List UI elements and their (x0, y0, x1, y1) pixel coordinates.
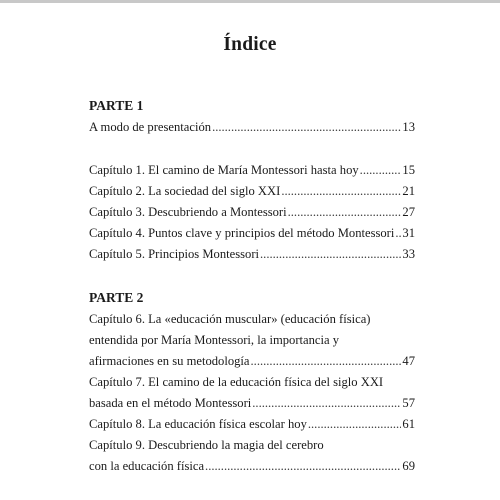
toc-entry-chapter-7[interactable] (89, 396, 415, 416)
toc-entry-text: Capítulo 1. El camino de María Montessori hasta hoy (89, 163, 359, 177)
toc-entry-text: Capítulo 4. Puntos clave y principios del método Montessori (89, 226, 395, 240)
toc-entry-chapter-4[interactable] (89, 226, 415, 246)
toc-page-number: 69 (402, 459, 415, 473)
toc-page-number: 15 (402, 163, 415, 177)
toc-entry-chapter-7-line-1[interactable]: Capítulo 7. El camino de la educación física del siglo XXI (89, 375, 384, 389)
toc-page-number: 61 (402, 417, 415, 431)
toc-page-number: 33 (402, 247, 415, 261)
dot-leader (281, 184, 401, 199)
toc-page-number: 31 (402, 226, 415, 240)
toc-entry-chapter-2[interactable] (89, 184, 415, 204)
toc-entry-chapter-6-line-1[interactable]: Capítulo 6. La «educación muscular» (educación física) (89, 312, 371, 326)
toc-entry-text: con la educación física (89, 459, 205, 473)
toc-entry-intro[interactable] (89, 120, 415, 140)
toc-entry-text: Capítulo 3. Descubriendo a Montessori (89, 205, 287, 219)
dot-leader (252, 396, 401, 411)
toc-entry-chapter-1[interactable] (89, 163, 415, 183)
dot-leader (395, 226, 401, 241)
toc-page-number: 47 (402, 354, 415, 368)
dot-leader (251, 354, 402, 369)
page-title: Índice (223, 34, 277, 55)
toc-entry-chapter-9-line-1[interactable]: Capítulo 9. Descubriendo la magia del cerebro (89, 438, 324, 452)
toc-page-number: 57 (402, 396, 415, 410)
toc-page-number: 21 (402, 184, 415, 198)
toc-entry-chapter-5[interactable] (89, 247, 415, 267)
toc-page-number: 27 (402, 205, 415, 219)
dot-leader (288, 205, 402, 220)
dot-leader (360, 163, 402, 178)
toc-entry-chapter-6[interactable] (89, 354, 415, 374)
dot-leader (308, 417, 402, 432)
toc-entry-chapter-8[interactable] (89, 417, 415, 437)
toc-entry-text: afirmaciones en su metodología (89, 354, 250, 368)
toc-entry-text: Capítulo 2. La sociedad del siglo XXI (89, 184, 281, 198)
dot-leader (205, 459, 401, 474)
toc-entry-chapter-3[interactable] (89, 205, 415, 225)
top-border (0, 0, 500, 3)
part-1-heading: PARTE 1 (89, 98, 144, 113)
dot-leader (212, 120, 401, 135)
part-2-heading: PARTE 2 (89, 290, 144, 305)
toc-entry-text: Capítulo 5. Principios Montessori (89, 247, 260, 261)
toc-entry-text: basada en el método Montessori (89, 396, 252, 410)
dot-leader (260, 247, 401, 262)
toc-entry-chapter-6-line-2[interactable]: entendida por María Montessori, la importancia y (89, 333, 340, 347)
toc-entry-text: A modo de presentación (89, 120, 212, 134)
toc-entry-chapter-9[interactable] (89, 459, 415, 479)
toc-entry-text: Capítulo 8. La educación física escolar hoy (89, 417, 307, 431)
toc-page-number: 13 (402, 120, 415, 134)
